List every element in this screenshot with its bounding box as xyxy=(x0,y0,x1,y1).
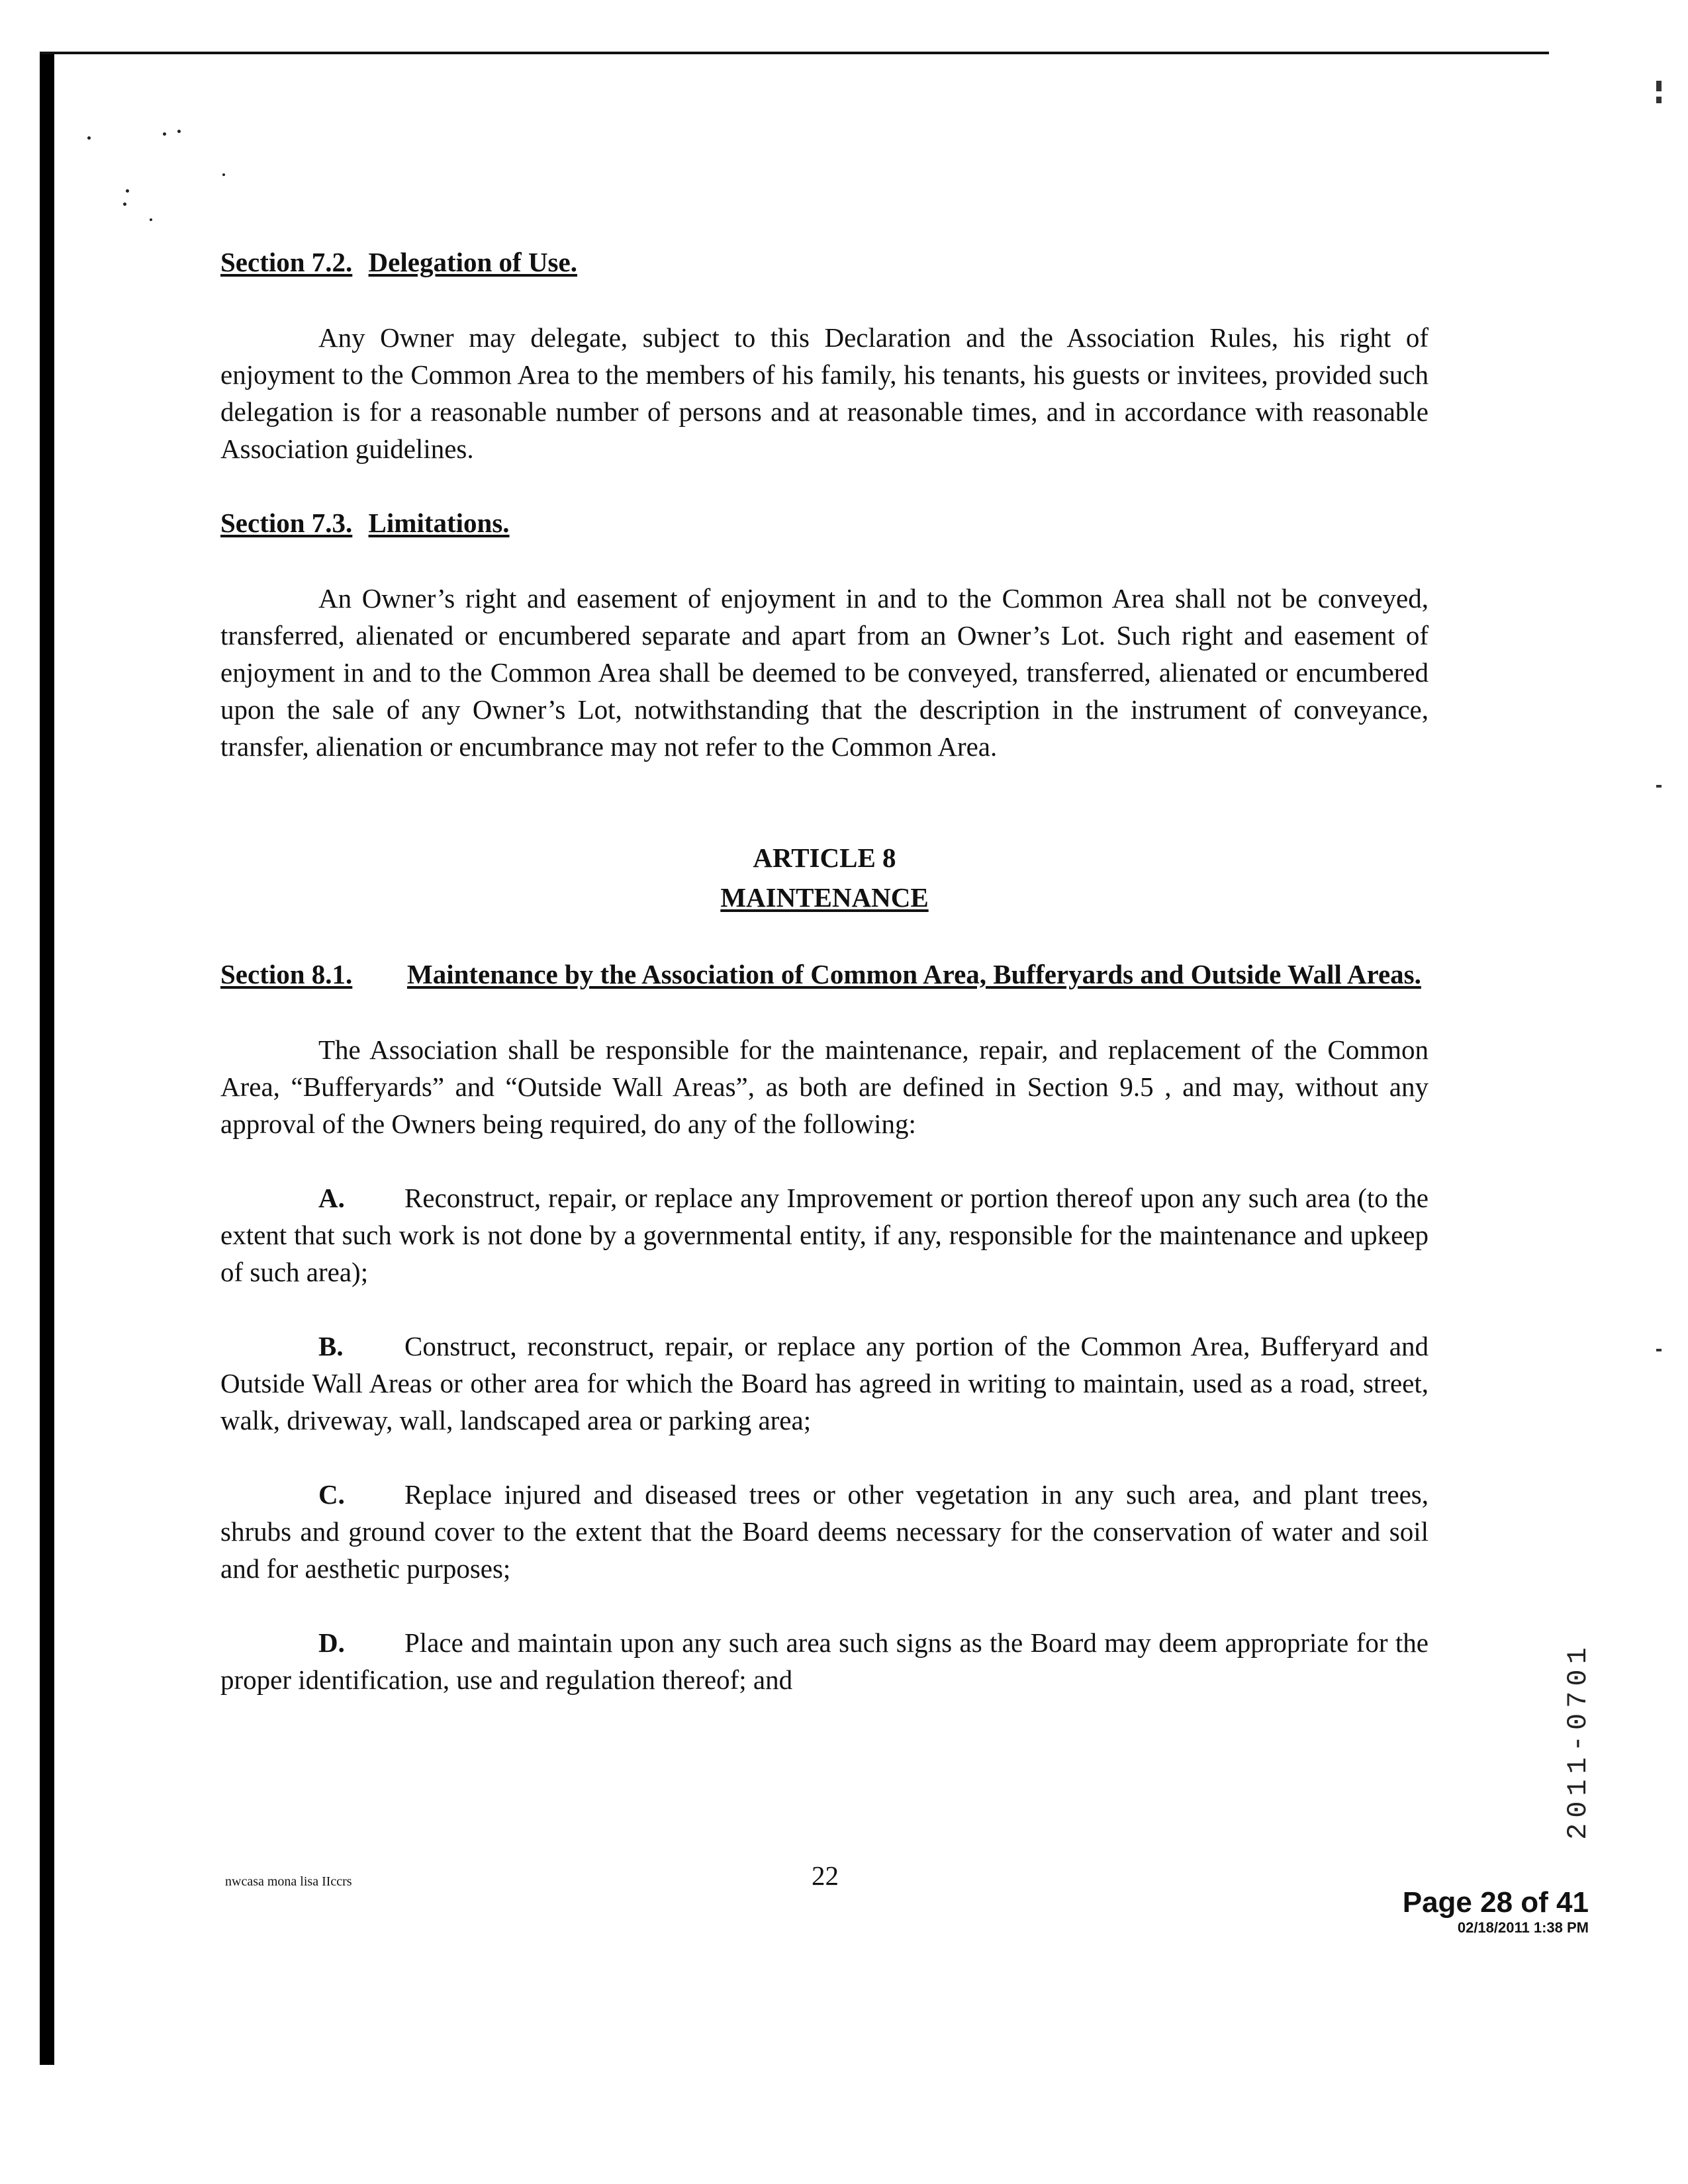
scan-speck xyxy=(177,130,181,133)
scan-margin-mark xyxy=(1656,97,1662,103)
scan-margin-mark xyxy=(1656,785,1662,788)
item-text: Construct, reconstruct, repair, or replace any portion of the Common Area, Bufferyard and Outside Wall Areas or other area for which the Board has agreed in writing to maintain, used as a road, street, walk, driveway, wall, landscaped area or parking area; xyxy=(220,1331,1429,1435)
scan-speck xyxy=(222,173,225,176)
recording-stamp xyxy=(1403,1886,1589,1936)
item-letter: B. xyxy=(318,1331,344,1361)
section-7-3-body: An Owner’s right and easement of enjoyment in and to the Common Area shall not be conveyed, transferred, alienated or encumbered separate and apart from an Owner’s Lot. Such right and easement of enjoyment in and to the Common Area shall be deemed to be conveyed, transferred, alienated or encumbered upon the sale of any Owner’s Lot, notwithstanding that the description in the instrument of conveyance, transfer, alienation or encumbrance may not refer to the Common Area. xyxy=(220,583,1429,762)
article-heading xyxy=(220,838,1429,917)
file-reference: nwcasa mona lisa IIccrs xyxy=(225,1874,352,1889)
section-number: Section 7.3. xyxy=(220,508,353,538)
scan-top-rule xyxy=(40,52,1549,54)
section-title: Limitations. xyxy=(368,508,510,538)
scan-speck xyxy=(87,136,91,140)
scan-margin-mark xyxy=(1656,1349,1662,1351)
section-title: Maintenance by the Association of Common Area, Bufferyards and Outside Wall Areas. xyxy=(407,959,1421,989)
section-8-1-body: The Association shall be responsible for the maintenance, repair, and replacement of the Common Area, “Bufferyards” and “Outside Wall Areas”, as both are defined in Section 9.5 , and may, without any approval of the Owners being required, do any of the following: xyxy=(220,1034,1429,1139)
scan-speck xyxy=(150,218,152,221)
section-number: Section 8.1. xyxy=(220,959,353,989)
section-number: Section 7.2. xyxy=(220,247,353,277)
item-letter: D. xyxy=(318,1627,345,1658)
scan-edge-bar xyxy=(40,52,54,2065)
scan-speck xyxy=(163,132,166,136)
section-title: Delegation of Use. xyxy=(368,247,577,277)
section-7-2-body: Any Owner may delegate, subject to this Declaration and the Association Rules, his right of enjoyment to the Common Area to the members of his family, his tenants, his guests or invitees, provided such delegation is for a reasonable number of persons and at reasonable times, and in accordance with reasonable Association guidelines. xyxy=(220,322,1429,464)
article-title: MAINTENANCE xyxy=(720,882,929,913)
list-item xyxy=(220,1624,1429,1698)
stamp-date: 02/18/2011 1:38 PM xyxy=(1457,1919,1589,1936)
side-stamp-code: 2011-0701 xyxy=(1562,1642,1594,1840)
page-number: 22 xyxy=(812,1860,839,1891)
list-item xyxy=(220,1179,1429,1291)
item-text: Place and maintain upon any such area such signs as the Board may deem appropriate for the proper identification, use and regulation thereof; and xyxy=(220,1627,1429,1695)
stamp-page-count: Page 28 of 41 xyxy=(1402,1886,1589,1919)
scan-speck xyxy=(126,189,129,193)
scan-speck xyxy=(123,203,126,206)
article-label: ARTICLE 8 xyxy=(753,842,896,873)
section-7-2-heading xyxy=(220,244,1429,281)
item-text: Reconstruct, repair, or replace any Improvement or portion thereof upon any such area (to the extent that such work is not done by a governmental entity, if any, responsible for the maintenance and upkeep of such area); xyxy=(220,1183,1429,1287)
list-item xyxy=(220,1328,1429,1439)
document-body xyxy=(220,244,1429,1735)
list-item xyxy=(220,1476,1429,1587)
scan-margin-mark xyxy=(1656,81,1662,91)
section-8-1-heading xyxy=(220,956,1429,993)
section-7-3-heading xyxy=(220,504,1429,541)
item-text: Replace injured and diseased trees or other vegetation in any such area, and plant trees, shrubs and ground cover to the extent that the Board deems necessary for the conservation of water and soil and for aesthetic purposes; xyxy=(220,1479,1429,1584)
item-letter: A. xyxy=(318,1183,345,1213)
item-letter: C. xyxy=(318,1479,345,1510)
